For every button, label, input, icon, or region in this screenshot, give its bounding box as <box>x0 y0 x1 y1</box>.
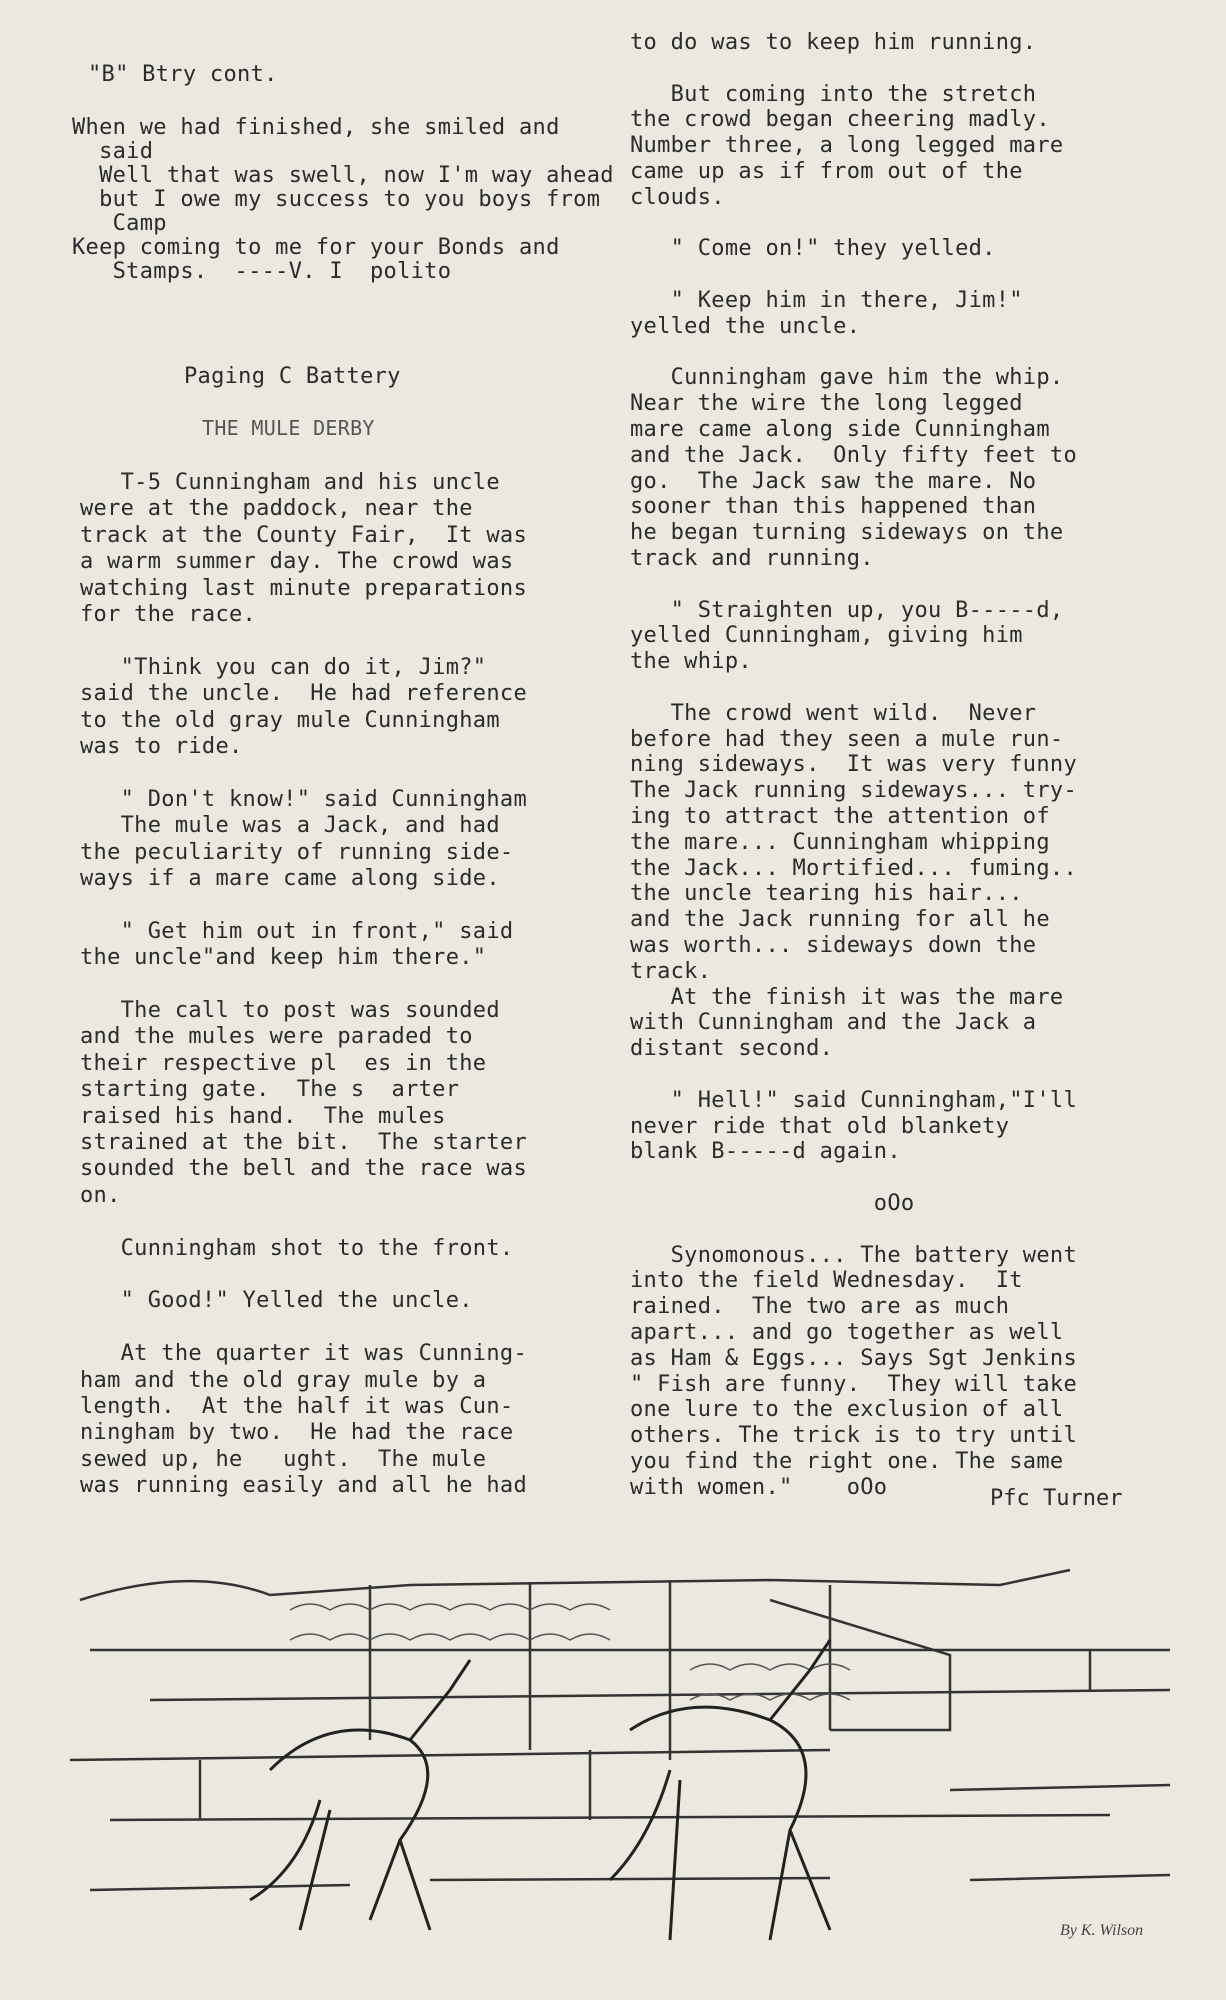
text-line: oOo <box>630 1191 915 1216</box>
byline: Pfc Turner <box>990 1486 1123 1511</box>
text-line: before had they seen a mule run- <box>630 726 1064 752</box>
text-line: one lure to the exclusion of all <box>630 1397 1064 1423</box>
text-line: he began turning sideways on the <box>630 520 1064 546</box>
text-line: said the uncle. He had reference <box>80 681 527 707</box>
text-line: track. <box>630 958 712 984</box>
text-line: a warm summer day. The crowd was <box>80 549 514 575</box>
text-line: raised his hand. The mules <box>80 1103 446 1129</box>
text-line: with women." oOo <box>630 1474 888 1500</box>
text-line: the whip. <box>630 649 752 675</box>
text-line: Near the wire the long legged <box>630 391 1023 417</box>
text-line: clouds. <box>630 184 725 210</box>
text-line: never ride that old blankety <box>630 1113 1010 1139</box>
text-line: to do was to keep him running. <box>630 30 1037 55</box>
text-line: mare came along side Cunningham <box>630 417 1050 442</box>
text-line: you find the right one. The same <box>630 1449 1064 1474</box>
text-line: and the mules were paraded to <box>80 1024 473 1050</box>
text-line: watching last minute preparations <box>80 575 527 601</box>
text-line: sounded the bell and the race was <box>80 1156 527 1182</box>
text-line: and the Jack. Only fifty feet to <box>630 442 1077 468</box>
text-line: ways if a mare came along side. <box>80 866 500 891</box>
text-line: " Don't know!" said Cunningham <box>80 786 527 812</box>
text-line: on. <box>80 1182 121 1208</box>
text-line: yelled Cunningham, giving him <box>630 623 1023 649</box>
text-line: " Good!" Yelled the uncle. <box>80 1288 473 1314</box>
text-line: At the finish it was the mare <box>630 984 1064 1010</box>
text-line: starting gate. The s arter <box>80 1077 460 1103</box>
mule-race-illustration <box>70 1540 1180 1970</box>
text-line: yelled the uncle. <box>630 313 861 339</box>
text-line: track and running. <box>630 546 874 571</box>
text-line: The Jack running sideways... try- <box>630 778 1077 804</box>
text-line: ing to attract the attention of <box>630 804 1050 829</box>
text-line: Cunningham shot to the front. <box>80 1235 514 1261</box>
text-line: the Jack... Mortified... fuming.. <box>630 855 1077 881</box>
artist-signature: By K. Wilson <box>1060 1922 1144 1939</box>
text-line: " Fish are funny. They will take <box>630 1371 1077 1397</box>
text-line: track at the County Fair, It was <box>80 522 527 548</box>
text-line: " Straighten up, you B-----d, <box>630 597 1064 623</box>
text-line: ham and the old gray mule by a <box>80 1367 487 1393</box>
text-line: sewed up, he ught. The mule <box>80 1446 487 1472</box>
text-line: rained. The two are as much <box>630 1294 1010 1320</box>
text-line: Synomonous... The battery went <box>630 1242 1077 1268</box>
text-line: the mare... Cunningham whipping <box>630 829 1050 855</box>
text-line: Stamps. ----V. I polito <box>72 259 452 284</box>
text-line: But coming into the stretch <box>630 81 1037 107</box>
text-line: and the Jack running for all he <box>630 907 1050 933</box>
text-line: into the field Wednesday. It <box>630 1268 1023 1294</box>
text-line: length. At the half it was Cun- <box>80 1394 514 1419</box>
text-line: but I owe my success to you boys from <box>72 187 601 212</box>
text-line: Well that was swell, now I'm way ahead <box>72 163 614 188</box>
text-line: " Get him out in front," said <box>80 918 514 944</box>
text-line: was running easily and all he had <box>80 1473 527 1499</box>
text-line: for the race. <box>80 602 257 627</box>
text-line: When we had finished, she smiled and <box>72 115 560 140</box>
text-line: sooner than this happened than <box>630 494 1037 520</box>
text-line: Camp <box>72 211 167 236</box>
text-line: " Come on!" they yelled. <box>630 236 996 262</box>
text-line: said <box>72 139 154 164</box>
text-line: ningham by two. He had the race <box>80 1420 514 1446</box>
text-line: The crowd went wild. Never <box>630 700 1037 726</box>
story-title: THE MULE DERBY <box>202 416 375 440</box>
text-line: The call to post was sounded <box>80 998 500 1023</box>
text-line: strained at the bit. The starter <box>80 1130 527 1155</box>
mules-and-riders-sketch <box>250 1640 830 1940</box>
text-line: the peculiarity of running side- <box>80 839 514 865</box>
text-line: The mule was a Jack, and had <box>80 813 500 839</box>
text-line: others. The trick is to try until <box>630 1423 1077 1449</box>
text-line: blank B-----d again. <box>630 1139 901 1165</box>
text-line: " Hell!" said Cunningham,"I'll <box>630 1087 1077 1113</box>
text-line: was to ride. <box>80 734 243 759</box>
text-line: Cunningham gave him the whip. <box>630 365 1064 391</box>
crowd-sketch <box>290 1604 850 1700</box>
text-line: with Cunningham and the Jack a <box>630 1010 1037 1036</box>
text-line: as Ham & Eggs... Says Sgt Jenkins <box>630 1345 1077 1371</box>
continuation-header: "B" Btry cont. <box>88 62 278 87</box>
text-line: ning sideways. It was very funny <box>630 752 1077 778</box>
text-line: were at the paddock, near the <box>80 496 473 522</box>
text-line: " Keep him in there, Jim!" <box>630 288 1023 313</box>
text-line: apart... and go together as well <box>630 1320 1064 1345</box>
text-line: "Think you can do it, Jim?" <box>80 654 487 680</box>
text-line: At the quarter it was Cunning- <box>80 1341 527 1367</box>
text-line: came up as if from out of the <box>630 159 1023 184</box>
text-line: distant second. <box>630 1036 834 1062</box>
grandstand-sketch <box>70 1570 1170 1890</box>
text-line: was worth... sideways down the <box>630 933 1037 958</box>
text-line: T-5 Cunningham and his uncle <box>80 470 500 495</box>
text-line: their respective pl es in the <box>80 1050 487 1076</box>
text-line: go. The Jack saw the mare. No <box>630 468 1037 494</box>
text-line: Number three, a long legged mare <box>630 133 1064 159</box>
text-line: to the old gray mule Cunningham <box>80 707 500 733</box>
section-title: Paging C Battery <box>184 364 401 389</box>
text-line: the uncle tearing his hair... <box>630 881 1023 907</box>
text-line: the crowd began cheering madly. <box>630 107 1050 133</box>
text-line: the uncle"and keep him there." <box>80 945 487 971</box>
text-line: Keep coming to me for your Bonds and <box>72 235 560 260</box>
